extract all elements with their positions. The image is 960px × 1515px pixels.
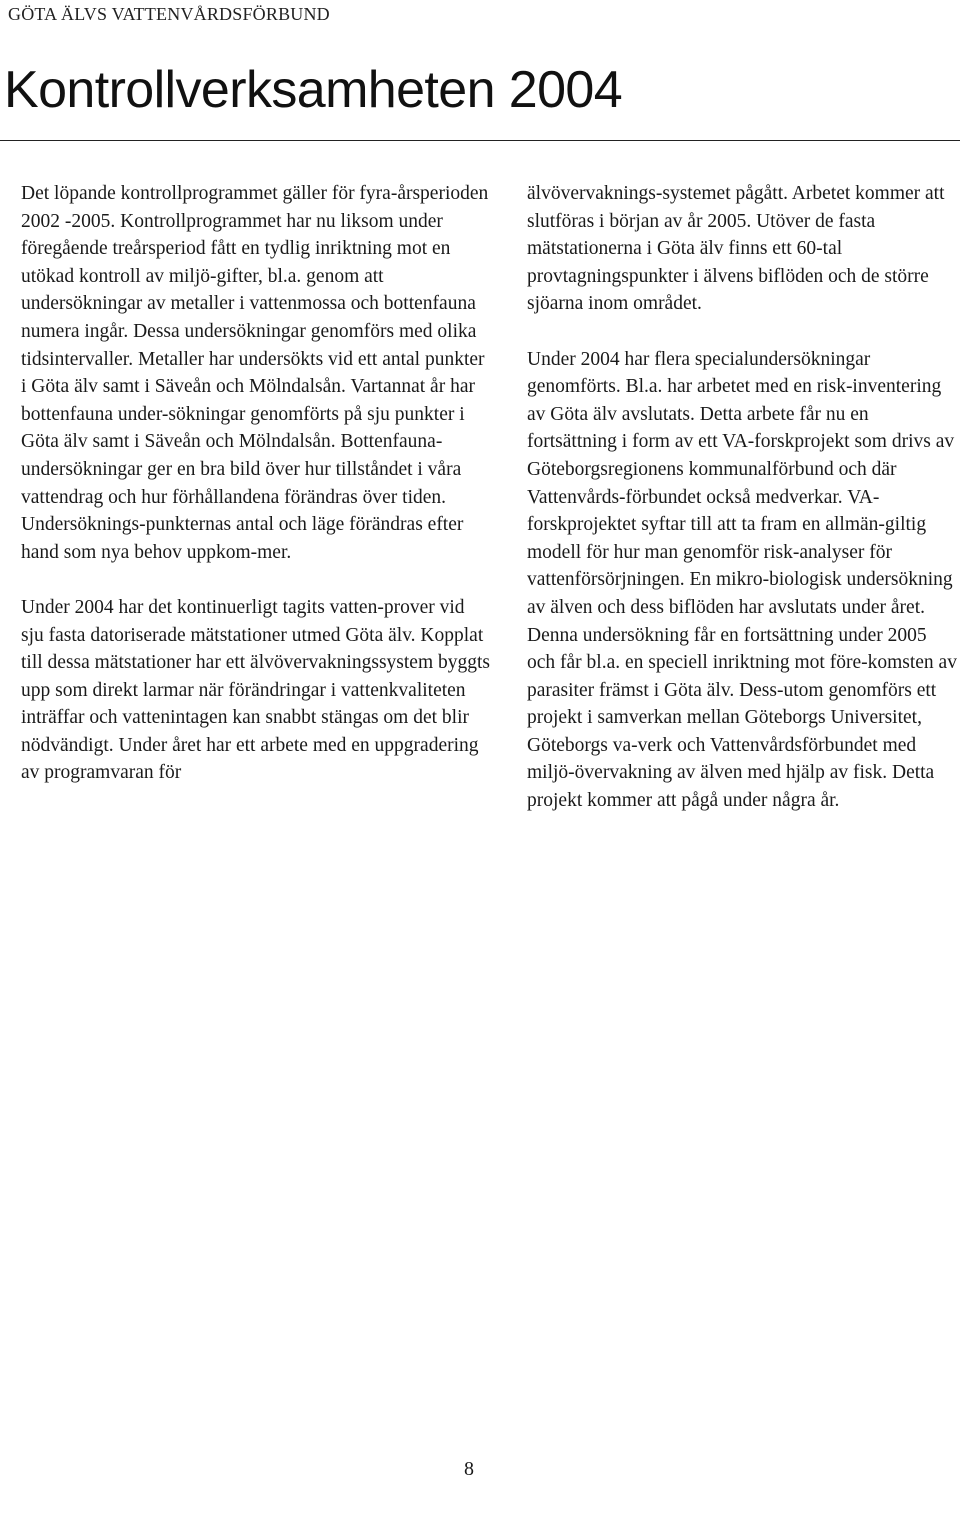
organization-header: GÖTA ÄLVS VATTENVÅRDSFÖRBUND [8, 4, 330, 24]
paragraph-control-program: Det löpande kontrollprogrammet gäller för fyra-årsperioden 2002 -2005. Kontrollprogrammet har nu liksom under föregående treårsperiod fått en tydlig inriktning mot en utökad kontroll av miljö-gifter, bl.a. genom att undersökningar av metaller i vattenmossa och bottenfauna numera ingår. Dessa undersökningar genomförs med olika tidsintervaller. Metaller har undersökts vid ett antal punkter i Göta älv samt i Säveån och Mölndalsån. Vartannat år har bottenfauna under-sökningar genomförts på sju punkter i Göta älv samt i Säveån och Mölndalsån. Bottenfauna-undersökningar ger en bra bild över hur tillståndet i våra vattendrag och hur förhållandena förändras över tiden. Undersöknings-punkternas antal och läge förändras efter hand som nya behov uppkom-mer. [21, 183, 489, 563]
paragraph-water-sampling: Under 2004 har det kontinuerligt tagits vatten-prover vid sju fasta datoriserade mätstationer utmed Göta älv. Kopplat till dessa mätstationer har ett älvövervakningssystem byggts upp som direkt larmar när förändringar i vattenkvaliteten inträffar och vattenintagen kan snabbt stängas om det blir nödvändigt. Under året har ett arbete med en uppgradering av programvaran för [21, 596, 490, 784]
title-divider [0, 140, 960, 141]
paragraph-special-studies: Under 2004 har flera specialundersökningar genomförts. Bl.a. har arbetet med en risk-inventering av Göta älv avslutats. Detta arbete får nu en fortsättning i form av ett VA-forskprojekt som drivs av Göteborgsregionens kommunalförbund och där Vattenvårds-förbundet också medverkar. VA-forskprojektet syftar till att ta fram en allmän-giltig modell för hur man genomför risk-analyser för vattenförsörjningen. En mikro-biologisk undersökning av älven och dess biflöden har avslutats under året. Denna undersökning får en fortsättning under 2005 och får bl.a. en speciell inriktning mot före-komsten av parasiter främst i Göta älv. Dess-utom genomförs ett projekt i samverkan mellan Göteborgs Universitet, Göteborgs va-verk och Vattenvårdsförbundet med miljö-övervakning av älven med hjälp av fisk. Detta projekt kommer att pågå under några år. [527, 348, 957, 812]
page-title: Kontrollverksamheten 2004 [4, 61, 623, 119]
right-column [527, 180, 957, 842]
left-column [21, 180, 491, 815]
paragraph-monitoring-system: älvövervaknings-systemet pågått. Arbetet kommer att slutföras i början av år 2005. Utöver de fasta mätstationerna i Göta älv finns ett 60-tal provtagningspunkter i älvens biflöden och de större sjöarna inom området. [527, 183, 945, 315]
page-number: 8 [464, 1458, 474, 1480]
